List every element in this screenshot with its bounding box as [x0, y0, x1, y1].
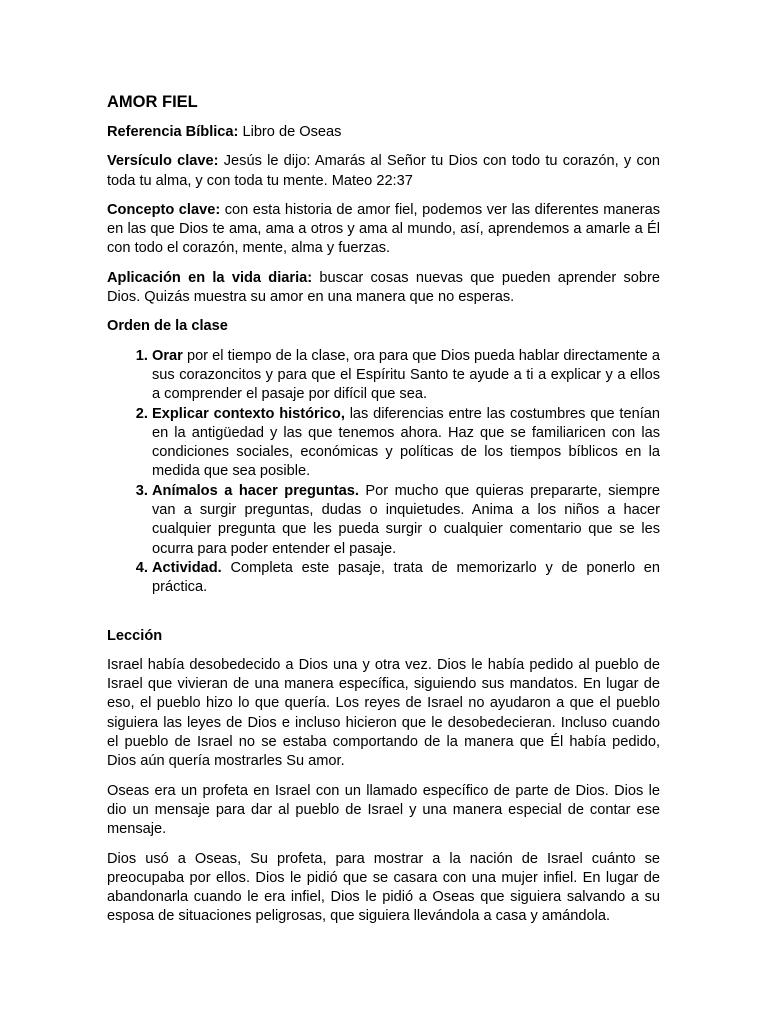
leccion-paragraph: Oseas era un profeta en Israel con un llamado específico de parte de Dios. Dios le dio un mensaje para dar al pueblo de Israel y una manera especial de contar ese mensaje. — [107, 782, 660, 838]
orden-heading: Orden de la clase — [107, 318, 228, 335]
list-item-label: Explicar contexto histórico, — [152, 405, 345, 422]
list-item-label: Actividad. — [152, 559, 222, 576]
versiculo-paragraph — [107, 152, 660, 191]
concepto-text: con esta historia de amor fiel, podemos ver las diferentes maneras en las que Dios te ama, ama a otros y ama al mundo, así, aprendemos a amarle a Él con todo el corazón, mente, alma y fuerzas. — [107, 201, 660, 257]
list-item-text: las diferencias entre las costumbres que tenían en la antigüedad y las que tenemos ahora. Haz que se familiaricen con las condiciones sociales, económicas y políticas de los tiempos bíblicos en la medida que sea posible. — [152, 405, 660, 480]
aplicacion-text: buscar cosas nuevas que pueden aprender sobre Dios. Quizás muestra su amor en una manera que no esperas. — [107, 269, 660, 306]
aplicacion-paragraph — [107, 269, 660, 308]
list-item-label: Anímalos a hacer preguntas. — [152, 482, 359, 499]
list-item-label: Orar — [152, 347, 183, 364]
list-item-text: Completa este pasaje, trata de memorizarlo y de ponerlo en práctica. — [152, 559, 660, 596]
list-item — [152, 482, 660, 559]
document-title: AMOR FIEL — [107, 93, 198, 111]
referencia-paragraph — [107, 123, 660, 142]
list-item-text: Por mucho que quieras prepararte, siempre van a surgir preguntas, dudas o inquietudes. Anima a los niños a hacer cualquier pregunta que les pueda surgir o cualquier comentario que se les ocurra para poder entender el pasaje. — [152, 482, 660, 557]
section-spacer — [107, 608, 660, 627]
leccion-paragraph: Dios usó a Oseas, Su profeta, para mostrar a la nación de Israel cuánto se preocupaba por ellos. Dios le pidió que se casara con una mujer infiel. En lugar de abandonarla cuando le era infiel, Dios le pidió a Oseas que siguiera salvando a su esposa de situaciones peligrosas, que siguiera llevándola a casa y amándola. — [107, 850, 660, 925]
list-item-text: por el tiempo de la clase, ora para que Dios pueda hablar directamente a sus corazoncitos y para que el Espíritu Santo te ayude a ti a explicar y a ellos a comprender el pasaje por difícil que sea. — [152, 347, 660, 403]
list-item — [152, 347, 660, 405]
aplicacion-label: Aplicación en la vida diaria: — [107, 269, 313, 286]
document-page — [107, 91, 660, 937]
orden-list — [107, 347, 660, 598]
referencia-text: Libro de Oseas — [238, 124, 342, 140]
list-item — [152, 405, 660, 482]
leccion-paragraph: Israel había desobedecido a Dios una y otra vez. Dios le había pedido al pueblo de Israel que vivieran de una manera específica, siguiendo sus mandatos. En lugar de eso, el pueblo hizo lo que quería. Los reyes de Israel no ayudaron a que el pueblo siguiera las leyes de Dios e incluso hicieron que le desobedecieran. Incluso cuando el pueblo de Israel no se estaba comportando de la manera que Él había pedido, Dios aún quería mostrarles Su amor. — [107, 656, 660, 770]
versiculo-text: Jesús le dijo: Amarás al Señor tu Dios con todo tu corazón, y con toda tu alma, y con toda tu mente. Mateo 22:37 — [107, 153, 660, 189]
leccion-heading: Lección — [107, 627, 163, 644]
concepto-label: Concepto clave: — [107, 201, 221, 218]
list-item — [152, 559, 660, 598]
versiculo-label: Versículo clave: — [107, 153, 219, 170]
concepto-paragraph — [107, 201, 660, 259]
referencia-label: Referencia Bíblica: — [107, 124, 239, 140]
